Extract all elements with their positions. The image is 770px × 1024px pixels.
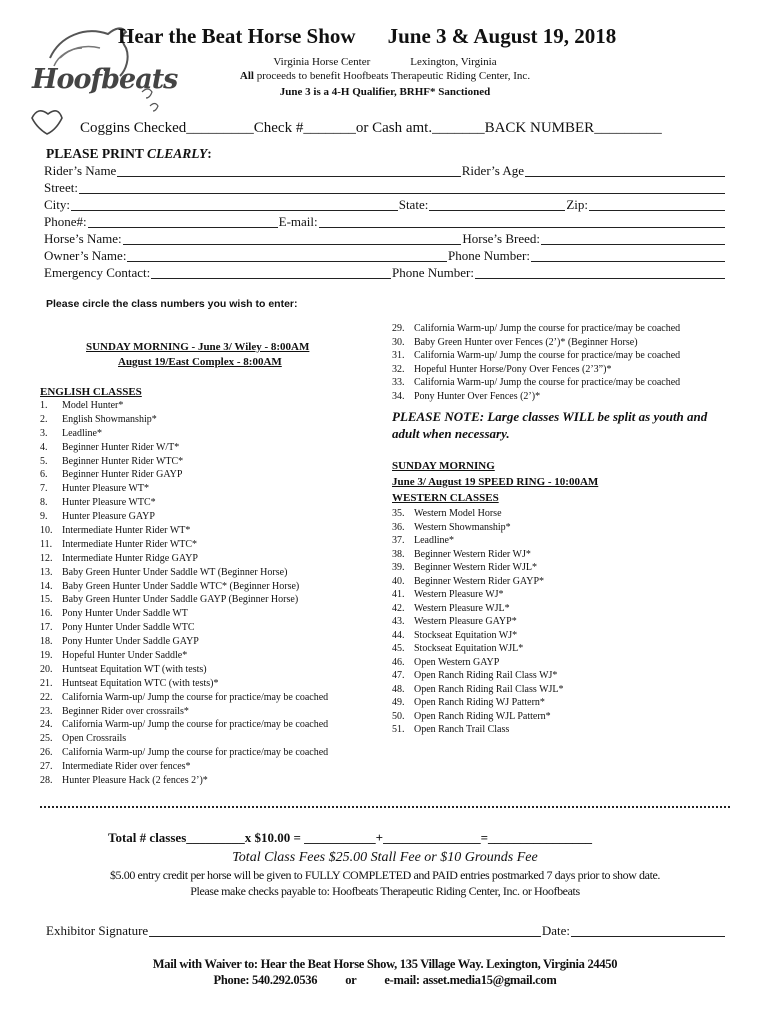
- class-name: Hunter Pleasure WT*: [62, 483, 150, 495]
- phone-label: Phone#:: [44, 214, 87, 229]
- english-classes-heading: ENGLISH CLASSES: [40, 386, 142, 398]
- class-name: Intermediate Hunter Ridge GAYP: [62, 552, 198, 564]
- class-name: California Warm-up/ Jump the course for practice/may be coached: [62, 691, 329, 703]
- class-number: 1.: [40, 400, 48, 411]
- class-item[interactable]: [392, 616, 564, 630]
- class-number: 21.: [40, 677, 53, 689]
- class-name: Pony Hunter Under Saddle WT: [62, 608, 188, 620]
- class-number: 48.: [392, 683, 405, 695]
- class-number: 30.: [392, 336, 405, 348]
- class-name: Hunter Pleasure WTC*: [62, 497, 156, 509]
- class-number: 15.: [40, 594, 53, 606]
- class-name: Intermediate Hunter Rider WT*: [62, 525, 191, 537]
- dotted-divider: [40, 806, 730, 808]
- owner-name-field[interactable]: [127, 249, 447, 262]
- city-label: City:: [44, 197, 71, 212]
- class-item[interactable]: [392, 657, 564, 671]
- class-number: 29.: [392, 323, 405, 334]
- class-item[interactable]: [40, 469, 328, 483]
- street-row: [44, 179, 726, 196]
- class-item[interactable]: [392, 350, 680, 364]
- print-colon: :: [207, 146, 212, 161]
- class-name: Western Pleasure WJL*: [414, 602, 510, 614]
- print-clearly-heading: [46, 146, 212, 162]
- class-name: Baby Green Hunter Under Saddle GAYP (Beginner Horse): [62, 594, 299, 606]
- western-class-list: [392, 508, 564, 738]
- class-number: 24.: [40, 719, 53, 731]
- contact-email: e-mail: asset.media15@gmail.com: [384, 973, 557, 987]
- class-item[interactable]: [40, 775, 328, 789]
- class-item[interactable]: [40, 719, 328, 733]
- class-number: 49.: [392, 697, 405, 708]
- class-item[interactable]: [392, 323, 680, 337]
- class-item[interactable]: [40, 567, 328, 581]
- street-label: Street:: [44, 180, 78, 195]
- class-item[interactable]: [392, 684, 564, 698]
- class-number: 26.: [40, 747, 53, 759]
- class-number: 6.: [40, 469, 48, 481]
- class-item[interactable]: [392, 589, 564, 603]
- cash-label: or Cash amt.: [355, 120, 433, 136]
- rider-row: [44, 162, 726, 179]
- class-number: 8.: [40, 497, 48, 509]
- class-name: Leadline*: [62, 427, 102, 439]
- zip-field[interactable]: [589, 198, 725, 211]
- back-number-label: BACK NUMBER: [484, 120, 595, 136]
- class-name: Baby Green Hunter Under Saddle WT (Beginner Horse): [62, 566, 288, 578]
- class-name: California Warm-up/ Jump the course for practice/may be coached: [414, 377, 681, 388]
- date-field[interactable]: [571, 924, 725, 937]
- class-name: Beginner Hunter Rider GAYP: [62, 469, 183, 481]
- class-number: 31.: [392, 350, 405, 361]
- class-item[interactable]: [40, 400, 328, 414]
- class-number: 35.: [392, 508, 405, 519]
- class-number: 9.: [40, 511, 48, 523]
- class-number: 46.: [392, 656, 405, 668]
- class-name: Hunter Pleasure Hack (2 fences 2’)*: [62, 775, 208, 787]
- class-item[interactable]: [40, 497, 328, 511]
- class-name: California Warm-up/ Jump the course for practice/may be coached: [414, 350, 681, 361]
- class-item[interactable]: [392, 724, 564, 738]
- class-item[interactable]: [392, 535, 564, 549]
- class-item[interactable]: [40, 622, 328, 636]
- class-number: 34.: [392, 390, 405, 402]
- riders-name-label: Rider’s Name: [44, 163, 117, 178]
- class-item[interactable]: [392, 337, 680, 351]
- class-item[interactable]: [40, 664, 328, 678]
- contact-phone: Phone: 540.292.0536: [213, 973, 318, 987]
- class-name: Huntseat Equitation WT (with tests): [62, 663, 207, 675]
- class-number: 11.: [40, 538, 53, 550]
- class-item[interactable]: [392, 522, 564, 536]
- proceeds-text: proceeds to benefit Hoofbeats Therapeutic Riding Center, Inc.: [253, 70, 531, 82]
- class-item[interactable]: [392, 670, 564, 684]
- emergency-phone-field[interactable]: [475, 266, 725, 279]
- class-item[interactable]: [40, 456, 328, 470]
- class-number: 45.: [392, 643, 405, 654]
- august-complex-heading: August 19/East Complex - 8:00AM: [118, 356, 282, 368]
- class-item[interactable]: [40, 428, 328, 442]
- venue-line: [0, 56, 770, 68]
- class-number: 19.: [40, 650, 53, 662]
- class-name: Intermediate Rider over fences*: [62, 761, 191, 773]
- class-item[interactable]: [40, 483, 328, 497]
- owner-row: [44, 247, 726, 264]
- class-number: 44.: [392, 629, 405, 641]
- class-name: Beginner Rider over crossrails*: [62, 705, 189, 717]
- class-name: Huntseat Equitation WTC (with tests)*: [62, 677, 219, 689]
- title-text: Hear the Beat Horse Show: [118, 24, 356, 48]
- proceeds-bold: All: [239, 70, 254, 82]
- emergency-field[interactable]: [151, 266, 391, 279]
- class-item[interactable]: [40, 511, 328, 525]
- email-label: E-mail:: [278, 214, 318, 229]
- class-name: Beginner Western Rider WJ*: [414, 548, 531, 560]
- class-item[interactable]: [392, 603, 564, 617]
- class-number: 40.: [392, 575, 405, 587]
- class-name: Leadline*: [414, 535, 454, 546]
- zip-label: Zip:: [566, 197, 588, 212]
- class-number: 32.: [392, 363, 405, 375]
- class-number: 43.: [392, 616, 405, 627]
- class-number: 25.: [40, 733, 53, 745]
- venue: Virginia Horse Center: [273, 56, 371, 68]
- sunday-morning-heading: SUNDAY MORNING - June 3/ Wiley - 8:00AM: [86, 341, 310, 353]
- class-name: Beginner Hunter Rider W/T*: [62, 441, 180, 453]
- class-number: 17.: [40, 622, 53, 634]
- class-number: 2.: [40, 413, 48, 425]
- class-number: 37.: [392, 535, 405, 546]
- horse-breed-label: Horse’s Breed:: [462, 231, 540, 246]
- class-number: 41.: [392, 589, 405, 600]
- class-name: Stockseat Equitation WJL*: [414, 643, 524, 654]
- print-label: PLEASE PRINT: [46, 146, 148, 161]
- class-name: Pony Hunter Under Saddle GAYP: [62, 636, 199, 648]
- class-item[interactable]: [40, 678, 328, 692]
- class-name: California Warm-up/ Jump the course for practice/may be coached: [414, 323, 681, 334]
- state-field[interactable]: [429, 198, 565, 211]
- class-number: 28.: [40, 775, 53, 787]
- western-sunday-heading: SUNDAY MORNING: [392, 460, 495, 472]
- class-name: Model Hunter*: [62, 400, 124, 411]
- class-item[interactable]: [40, 539, 328, 553]
- class-item[interactable]: [392, 630, 564, 644]
- class-name: Western Pleasure WJ*: [414, 589, 504, 600]
- class-name: Intermediate Hunter Rider WTC*: [62, 538, 198, 550]
- class-number: 4.: [40, 441, 48, 453]
- city-row: [44, 196, 726, 213]
- class-name: Western Showmanship*: [414, 521, 511, 533]
- class-name: Stockseat Equitation WJ*: [414, 629, 518, 641]
- class-number: 20.: [40, 663, 53, 675]
- signature-field[interactable]: [149, 924, 541, 937]
- class-item[interactable]: [392, 549, 564, 563]
- speed-ring-heading: June 3/ August 19 SPEED RING - 10:00AM: [392, 476, 599, 488]
- class-number: 39.: [392, 562, 405, 573]
- class-name: Hopeful Hunter Under Saddle*: [62, 650, 188, 662]
- entry-form: [44, 162, 726, 281]
- class-item[interactable]: [40, 747, 328, 761]
- signature-row: [46, 923, 726, 939]
- class-item[interactable]: [392, 711, 564, 725]
- phone-row: [44, 213, 726, 230]
- class-item[interactable]: [40, 733, 328, 747]
- class-name: Open Western GAYP: [414, 656, 500, 668]
- class-item[interactable]: [392, 508, 564, 522]
- class-item[interactable]: [392, 364, 680, 378]
- horse-row: [44, 230, 726, 247]
- class-name: Western Model Horse: [414, 508, 502, 519]
- western-classes-heading: WESTERN CLASSES: [392, 492, 499, 504]
- check-label: Check #: [253, 120, 304, 136]
- class-name: Beginner Western Rider GAYP*: [414, 575, 545, 587]
- coggins-label: Coggins Checked: [80, 120, 187, 136]
- class-number: 42.: [392, 602, 405, 614]
- class-number: 38.: [392, 548, 405, 560]
- title-dates: June 3 & August 19, 2018: [387, 24, 617, 48]
- class-number: 10.: [40, 525, 53, 537]
- class-item[interactable]: [40, 442, 328, 456]
- class-item[interactable]: [392, 562, 564, 576]
- class-name: Open Ranch Trail Class: [414, 724, 510, 735]
- class-item[interactable]: [40, 594, 328, 608]
- split-note: PLEASE NOTE: Large classes WILL be split as youth and adult when necessary.: [392, 409, 708, 441]
- owner-phone-label: Phone Number:: [448, 248, 530, 263]
- logo-wordmark: Hoofbeats: [32, 64, 178, 95]
- phone-field[interactable]: [88, 215, 278, 228]
- class-item[interactable]: [392, 576, 564, 590]
- class-number: 16.: [40, 608, 53, 620]
- class-name: Hunter Pleasure GAYP: [62, 511, 155, 523]
- class-item[interactable]: [40, 581, 328, 595]
- class-name: Open Ranch Riding Rail Class WJ*: [414, 670, 558, 681]
- class-name: Baby Green Hunter Under Saddle WTC* (Beginner Horse): [62, 580, 300, 592]
- signature-label: Exhibitor Signature: [46, 923, 149, 938]
- horse-name-field[interactable]: [123, 232, 462, 245]
- class-name: Hopeful Hunter Horse/Pony Over Fences (2’3”)*: [414, 363, 612, 375]
- class-item[interactable]: [40, 706, 328, 720]
- city-field[interactable]: [71, 198, 398, 211]
- class-number: 27.: [40, 761, 53, 773]
- class-number: 50.: [392, 710, 405, 722]
- class-number: 13.: [40, 566, 53, 578]
- street-field[interactable]: [79, 181, 725, 194]
- class-number: 7.: [40, 483, 48, 495]
- class-name: Western Pleasure GAYP*: [414, 616, 517, 627]
- class-number: 18.: [40, 636, 53, 648]
- class-name: Beginner Hunter Rider WTC*: [62, 455, 184, 467]
- class-item[interactable]: [40, 636, 328, 650]
- class-item[interactable]: [392, 643, 564, 657]
- class-number: 51.: [392, 724, 405, 735]
- class-name: English Showmanship*: [62, 413, 157, 425]
- class-name: Baby Green Hunter over Fences (2’)* (Beginner Horse): [414, 336, 638, 348]
- circle-instructions: Please circle the class numbers you wish to enter:: [46, 298, 298, 310]
- class-item[interactable]: [392, 391, 680, 405]
- office-checks: Coggins Checked_________Check #_______or Cash amt._______BACK NUMBER_________: [80, 120, 662, 136]
- state-label: State:: [398, 197, 429, 212]
- class-name: Beginner Western Rider WJL*: [414, 562, 537, 573]
- class-number: 23.: [40, 705, 53, 717]
- class-item[interactable]: [392, 697, 564, 711]
- class-item[interactable]: [40, 692, 328, 706]
- english-class-list: [40, 400, 328, 789]
- class-number: 22.: [40, 691, 53, 703]
- emergency-row: [44, 264, 726, 281]
- show-title: [118, 24, 616, 49]
- class-item[interactable]: [40, 525, 328, 539]
- class-name: Pony Hunter Under Saddle WTC: [62, 622, 195, 634]
- class-item[interactable]: [392, 377, 680, 391]
- horse-breed-field[interactable]: [541, 232, 725, 245]
- riders-age-label: Rider’s Age: [461, 163, 524, 178]
- class-name: California Warm-up/ Jump the course for practice/may be coached: [62, 747, 329, 759]
- emergency-phone-label: Phone Number:: [392, 265, 474, 280]
- class-name: Open Ranch Riding WJ Pattern*: [414, 697, 545, 708]
- totals-line: Total # classes_________x $10.00 = ___________+_______________=________________: [108, 830, 592, 845]
- fees-line: Total Class Fees $25.00 Stall Fee or $10 Grounds Fee: [232, 850, 538, 865]
- owner-name-label: Owner’s Name:: [44, 248, 127, 263]
- owner-phone-field[interactable]: [531, 249, 725, 262]
- class-name: Pony Hunter Over Fences (2’)*: [414, 390, 541, 402]
- riders-name-field[interactable]: [117, 164, 460, 177]
- class-number: 3.: [40, 427, 48, 439]
- location: Lexington, Virginia: [410, 56, 497, 68]
- contact-line: [0, 973, 770, 988]
- class-number: 47.: [392, 670, 405, 681]
- class-number: 5.: [40, 455, 48, 467]
- class-item[interactable]: [40, 414, 328, 428]
- horse-name-label: Horse’s Name:: [44, 231, 122, 246]
- class-item[interactable]: [40, 761, 328, 775]
- class-item[interactable]: [40, 608, 328, 622]
- date-label: Date:: [541, 923, 570, 938]
- class-item[interactable]: [40, 553, 328, 567]
- class-name: Open Ranch Riding Rail Class WJL*: [414, 683, 564, 695]
- mail-address: Mail with Waiver to: Hear the Beat Horse Show, 135 Village Way. Lexington, Virginia 24450: [152, 957, 618, 971]
- payable-note: Please make checks payable to: Hoofbeats Therapeutic Riding Center, Inc. or Hoofbeats: [190, 884, 580, 898]
- class-number: 36.: [392, 521, 405, 533]
- contact-or: or: [345, 973, 357, 987]
- class-name: Open Ranch Riding WJL Pattern*: [414, 710, 551, 722]
- qualifier-line: June 3 is a 4-H Qualifier, BRHF* Sanctioned: [279, 86, 491, 98]
- entry-credit-note: $5.00 entry credit per horse will be given to FULLY COMPLETED and PAID entries postmarked 7 days prior to show date.: [109, 868, 661, 882]
- class-name: Open Crossrails: [62, 733, 127, 745]
- email-field[interactable]: [319, 215, 725, 228]
- english-class-list-continued: [392, 323, 680, 404]
- class-name: California Warm-up/ Jump the course for practice/may be coached: [62, 719, 329, 731]
- emergency-label: Emergency Contact:: [44, 265, 151, 280]
- class-number: 14.: [40, 580, 53, 592]
- class-number: 33.: [392, 377, 405, 388]
- proceeds-line: [0, 70, 770, 82]
- class-number: 12.: [40, 552, 53, 564]
- print-clearly: CLEARLY: [147, 146, 208, 161]
- riders-age-field[interactable]: [525, 164, 725, 177]
- class-item[interactable]: [40, 650, 328, 664]
